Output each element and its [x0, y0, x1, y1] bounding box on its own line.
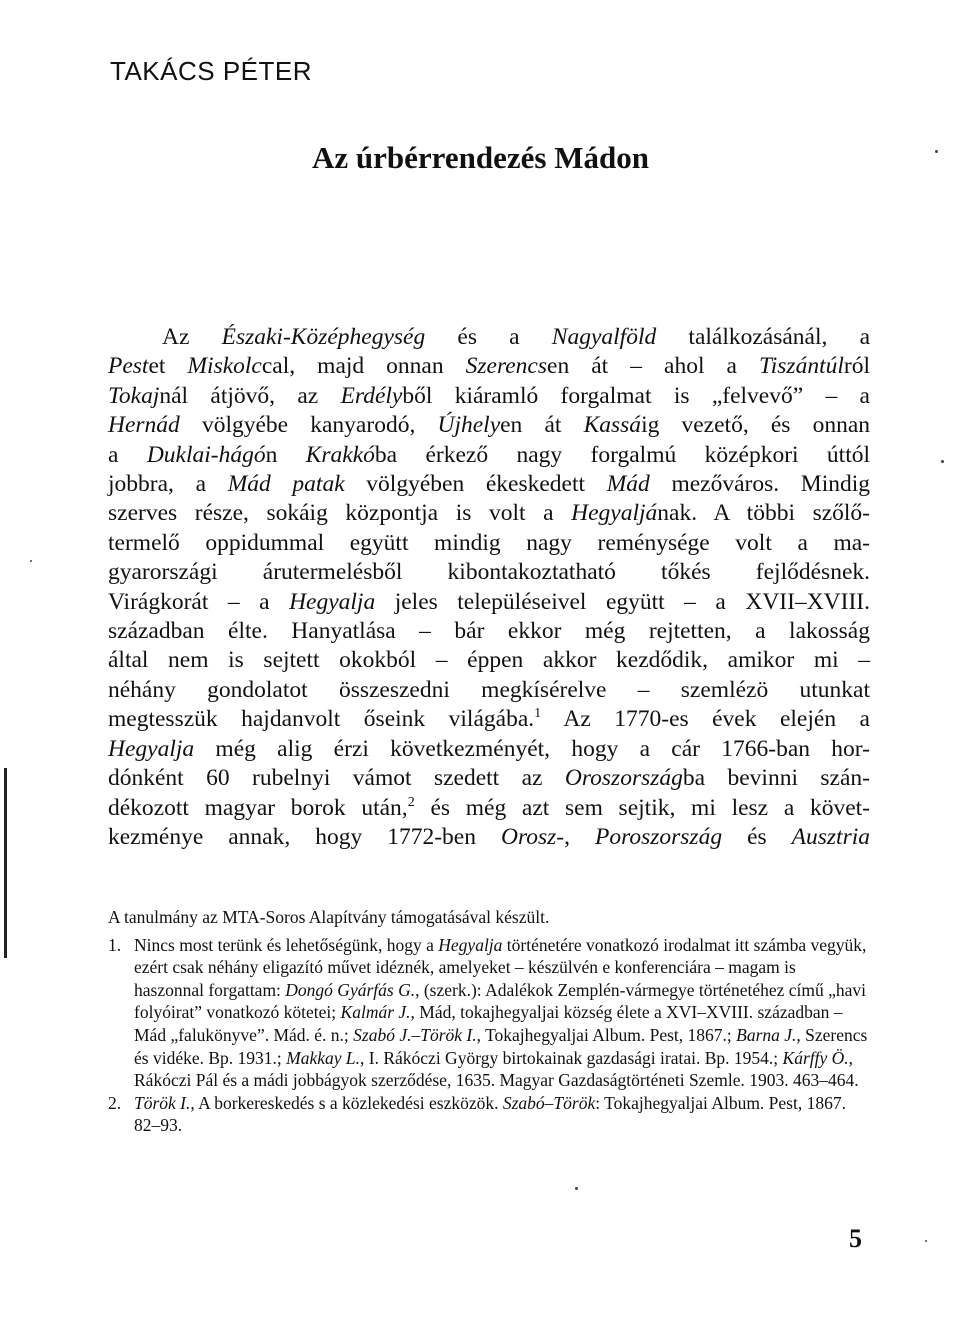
- scan-speck: [941, 460, 944, 463]
- body-line-3: Tokajnál átjövő, az Erdélyből kiáramló forgalmat is „felvevő” – a: [108, 382, 870, 409]
- scan-speck: [935, 150, 938, 153]
- footnotes: [108, 906, 870, 1137]
- article-title: Az úrbérrendezés Mádon: [312, 140, 649, 175]
- body-line-13: néhány gondolatot összeszedni megkísérelve – szemlézö utunkat: [108, 676, 870, 703]
- scan-speck: [575, 1187, 578, 1190]
- footnote-number: 2.: [108, 1092, 122, 1113]
- page-number: 5: [849, 1224, 862, 1253]
- body-line-11: században élte. Hanyatlása – bár ekkor még rejtetten, a lakosság: [108, 618, 870, 645]
- footnote-1: 1. Nincs most terünk és lehetőségünk, hogy a Hegyalja történetére vonatkozó irodalmat itt számba vegyük, ezért csak néhány eligazító művet idéznék, amelyeket – készülvén e konferenciára – magam is haszonnal forgattam: Dongó Gyárfás G., (szerk.): Adalékok Zemplén-vármegye történetéhez című „havi folyóirat” vonatkozó kötetei; Kalmár J., Mád, tokajhegyaljai község élete a XVI–XVIII. században – Mád „falukönyve”. Mád. é. n.; Szabó J.–Török I., Tokajhegyaljai Album. Pest, 1867.; Barna J., Szerencs és vidéke. Bp. 1931.; Makkay L., I. Rákóczi György birtokainak gazdasági iratai. Bp. 1954.; Kárffy Ö., Rákóczi Pál és a mádi jobbágyok szerződése, 1635. Magyar Gazdaságtörténeti Szemle. 1903. 463–464.: [108, 934, 868, 1091]
- scan-speck: [30, 560, 32, 562]
- body-paragraph: [108, 323, 870, 852]
- footnote-number: 1.: [108, 934, 122, 955]
- body-line-14: megtesszük hajdanvolt őseink világába.$^1$ Az 1770-es évek elején a: [108, 705, 870, 733]
- author-name: TAKÁCS PÉTER: [110, 56, 313, 86]
- body-line-16: dónként 60 rubelnyi vámot szedett az Oroszországba bevinni szán-: [108, 765, 870, 792]
- body-line-5: a Duklai-hágón Krakkóba érkező nagy forgalmú középkori úttól: [108, 441, 871, 468]
- funding-note: A tanulmány az MTA-Soros Alapítvány támogatásával készült.: [108, 907, 550, 927]
- body-line-17: dékozott magyar borok után,$^2$ és még azt sem sejtik, mi lesz a követ-: [108, 793, 870, 821]
- body-line-6: jobbra, a Mád patak völgyében ékeskedett Mád mezőváros. Mindig: [108, 471, 870, 498]
- body-line-15: Hegyalja még alig érzi következményét, hogy a cár 1766-ban hor-: [108, 735, 870, 762]
- body-line-9: gyarországi árutermelésből kibontakoztatható tőkés fejlődésnek.: [108, 559, 870, 586]
- footnote-ref-2: 2: [407, 793, 415, 810]
- body-line-7: szerves része, sokáig központja is volt a Hegyaljának. A többi szőlő-: [108, 500, 871, 527]
- body-line-2: Pestet Miskolccal, majd onnan Szerencsen át – ahol a Tiszántúlról: [108, 353, 870, 380]
- body-line-8: termelő oppidummal együtt mindig nagy reménysége volt a ma-: [108, 529, 870, 556]
- footnote-2: 2. Török I., A borkereskedés s a közlekedési eszközök. Szabó–Török: Tokajhegyaljai Album. Pest, 1867. 82–93.: [108, 1092, 846, 1136]
- body-line-10: Virágkorát – a Hegyalja jeles településeivel együtt – a XVII–XVIII.: [108, 588, 870, 615]
- body-line-12: által nem is sejtett okokból – éppen akkor kezdődik, amikor mi –: [108, 647, 870, 674]
- body-line-18: kezménye annak, hogy 1772-ben Orosz-, Poroszország és Ausztria: [108, 823, 870, 850]
- footnote-ref-1: 1: [534, 705, 542, 722]
- body-line-4: Hernád völgyébe kanyarodó, Újhelyen át Kassáig vezető, és onnan: [108, 412, 871, 439]
- scan-speck: [925, 1240, 927, 1242]
- scan-edge-mark: [4, 768, 7, 958]
- body-line-1: Az Északi-Középhegység és a Nagyalföld találkozásánál, a: [162, 324, 870, 350]
